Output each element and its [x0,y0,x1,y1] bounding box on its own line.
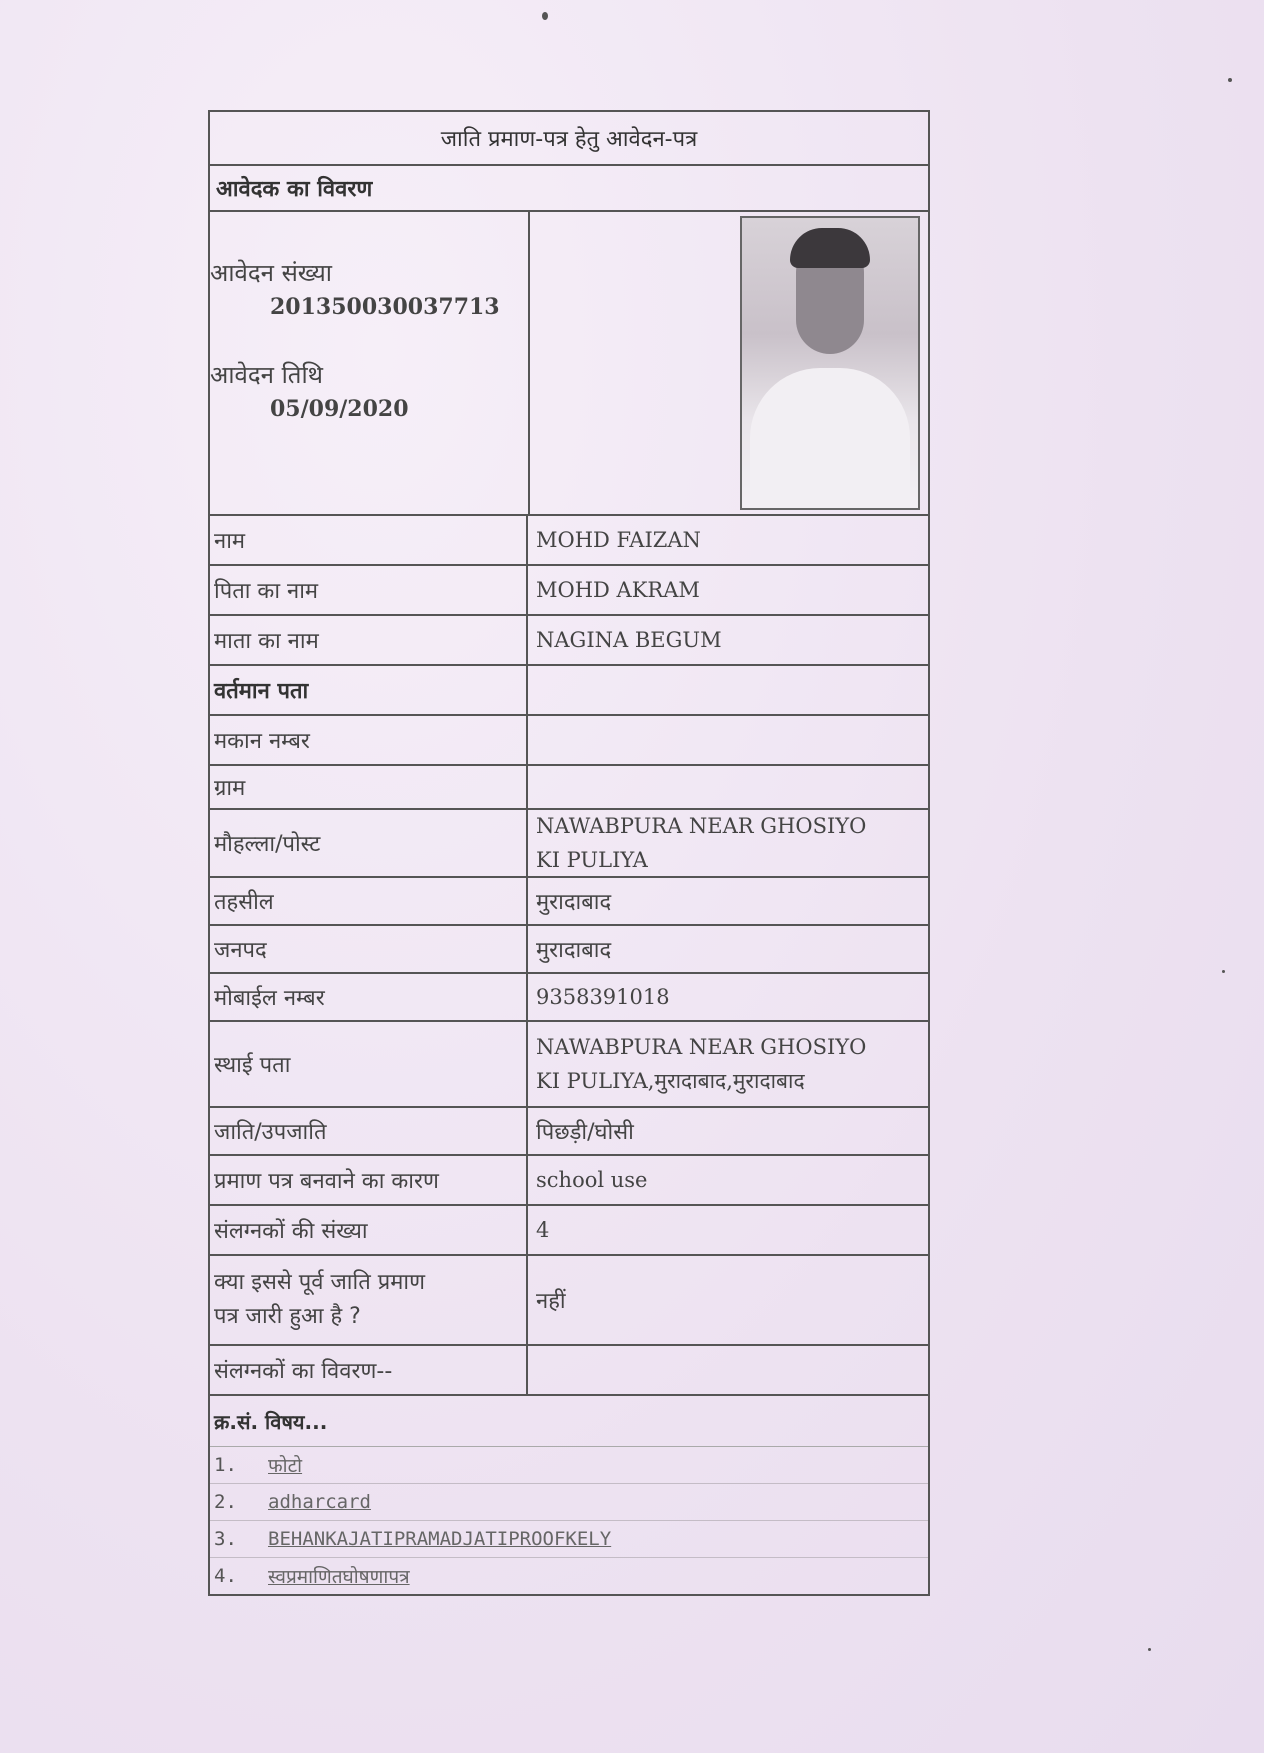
label-father-name: पिता का नाम [210,566,528,614]
application-number-label: आवेदन संख्या [210,259,332,287]
section-heading: आवेदक का विवरण [210,166,928,212]
application-date-value: 05/09/2020 [270,396,409,422]
value-previous-certificate: नहीं [536,1289,566,1314]
value-tehsil: मुरादाबाद [536,890,612,915]
value-locality-post-line1: NAWABPURA NEAR GHOSIYO [536,814,867,838]
row-permanent-address [210,1022,928,1108]
row-attachment-details [210,1346,928,1396]
row-house-number [210,716,928,766]
attachment-link-adharcard[interactable]: adharcard [268,1491,371,1513]
value-reason: school use [536,1168,648,1192]
application-number-value: 201350030037713 [270,294,500,320]
application-info-block [210,212,928,516]
attachments-list [210,1396,928,1594]
row-locality-post [210,810,928,878]
applicant-photo [740,216,920,510]
row-reason [210,1156,928,1206]
label-current-address: वर्तमान पता [210,666,528,714]
label-mother-name: माता का नाम [210,616,528,664]
attachment-number: 2. [214,1491,237,1513]
attachments-header: क्र.सं. विषय... [210,1396,928,1447]
value-attachment-count: 4 [536,1218,550,1242]
value-permanent-address-line2: KI PULIYA,मुरादाबाद,मुरादाबाद [536,1069,805,1093]
attachment-item [210,1558,928,1594]
attachment-number: 3. [214,1528,237,1550]
label-reason: प्रमाण पत्र बनवाने का कारण [210,1156,528,1204]
label-mobile: मोबाईल नम्बर [210,974,528,1020]
scan-speck [542,12,548,20]
attachment-link-photo[interactable]: फोटो [268,1455,303,1477]
row-district [210,926,928,974]
row-mobile [210,974,928,1022]
row-father-name [210,566,928,616]
label-district: जनपद [210,926,528,972]
label-caste: जाति/उपजाति [210,1108,528,1154]
label-tehsil: तहसील [210,878,528,924]
label-permanent-address: स्थाई पता [210,1022,528,1106]
row-village [210,766,928,810]
label-previous-certificate-line2: पत्र जारी हुआ है ? [214,1304,361,1329]
value-caste: पिछड़ी/घोसी [536,1120,634,1145]
scan-speck [1228,78,1232,82]
row-tehsil [210,878,928,926]
value-permanent-address-line1: NAWABPURA NEAR GHOSIYO [536,1035,867,1059]
attachment-link-caste-proof[interactable]: BEHANKAJATIPRAMADJATIPROOFKELY [268,1528,612,1550]
attachment-number: 1. [214,1454,237,1476]
row-previous-certificate [210,1256,928,1346]
value-father-name: MOHD AKRAM [536,578,700,602]
label-previous-certificate [210,1256,528,1344]
row-name [210,516,928,566]
caste-certificate-application-form [208,110,930,1596]
value-house-number [528,716,928,764]
attachment-item [210,1484,928,1521]
scan-speck [1222,970,1225,973]
label-previous-certificate-line1: क्या इससे पूर्व जाति प्रमाण [214,1270,426,1295]
value-mobile: 9358391018 [536,985,670,1009]
value-locality-post [528,810,928,876]
label-village: ग्राम [210,766,528,808]
application-date-label: आवेदन तिथि [210,361,324,389]
label-house-number: मकान नम्बर [210,716,528,764]
row-mother-name [210,616,928,666]
label-attachment-count: संलग्नकों की संख्या [210,1206,528,1254]
row-attachment-count [210,1206,928,1256]
attachment-item [210,1447,928,1484]
value-district: मुरादाबाद [536,938,612,963]
value-permanent-address [528,1022,928,1106]
value-mother-name: NAGINA BEGUM [536,628,722,652]
value-current-address [528,666,928,714]
attachment-item [210,1521,928,1558]
value-locality-post-line2: KI PULIYA [536,848,648,872]
attachment-number: 4. [214,1565,237,1587]
value-name: MOHD FAIZAN [536,528,701,552]
attachment-link-self-declaration[interactable]: स्वप्रमाणितघोषणापत्र [268,1566,410,1588]
value-village [528,766,928,808]
value-attachment-details [528,1346,928,1394]
row-current-address [210,666,928,716]
row-caste [210,1108,928,1156]
application-info [210,212,530,514]
label-name: नाम [210,516,528,564]
photo-cell [530,212,928,514]
label-locality-post: मौहल्ला/पोस्ट [210,810,528,876]
label-attachment-details: संलग्नकों का विवरण-- [210,1346,528,1394]
form-title: जाति प्रमाण-पत्र हेतु आवेदन-पत्र [210,112,928,166]
scan-speck [1148,1648,1151,1651]
